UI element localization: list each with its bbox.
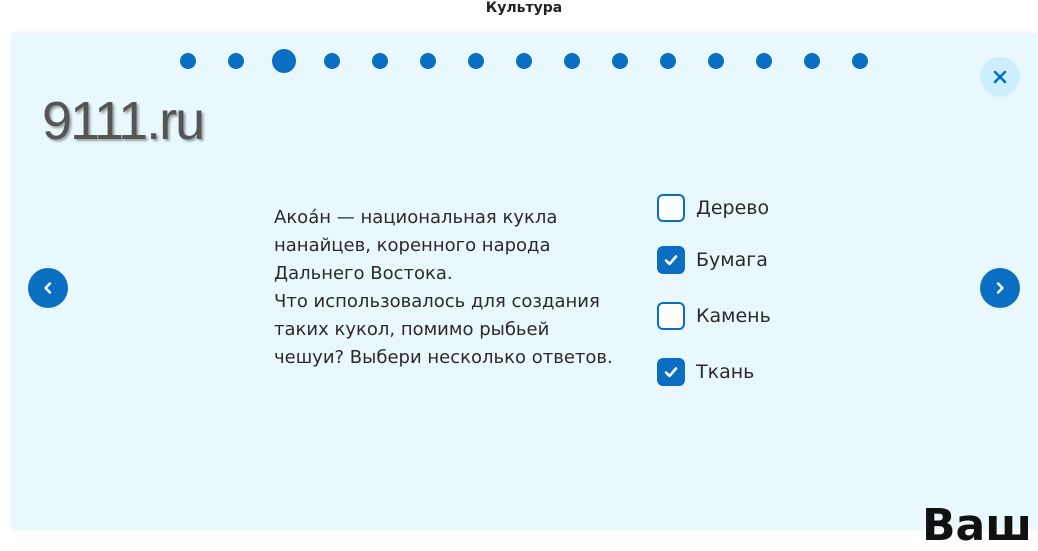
- checkbox[interactable]: [657, 194, 685, 222]
- chevron-left-icon: [41, 281, 55, 295]
- question-line: чешуи? Выбери несколько ответов.: [274, 347, 613, 368]
- pagination-dot-active[interactable]: [272, 49, 296, 73]
- slide-pagination: [0, 49, 1038, 73]
- pagination-dot[interactable]: [372, 53, 388, 69]
- answer-option-stone[interactable]: [657, 302, 771, 330]
- answer-option-fabric[interactable]: [657, 358, 754, 386]
- chevron-right-icon: [993, 281, 1007, 295]
- page-category-title: Культура: [485, 0, 563, 16]
- question-line: таких кукол, помимо рыбьей: [274, 319, 550, 340]
- pagination-dot[interactable]: [324, 53, 340, 69]
- answer-label: Камень: [696, 305, 771, 327]
- next-slide-button[interactable]: [980, 268, 1020, 308]
- previous-slide-button[interactable]: [28, 268, 68, 308]
- question-line: нанайцев, коренного народа: [274, 235, 551, 256]
- pagination-dot[interactable]: [468, 53, 484, 69]
- pagination-dot[interactable]: [708, 53, 724, 69]
- pagination-dot[interactable]: [564, 53, 580, 69]
- pagination-dot[interactable]: [852, 53, 868, 69]
- watermark-logo: 9111.ru: [42, 91, 204, 151]
- question-line: Акоа́н — национальная кукла: [274, 207, 558, 228]
- answer-label: Дерево: [696, 197, 770, 219]
- pagination-dot[interactable]: [228, 53, 244, 69]
- pagination-dot[interactable]: [756, 53, 772, 69]
- question-line: Что использовалось для создания: [274, 291, 600, 312]
- pagination-dot[interactable]: [804, 53, 820, 69]
- close-icon: [993, 70, 1007, 84]
- checkmark-icon: [663, 364, 679, 380]
- section-heading-partial: Ваш: [922, 500, 1032, 551]
- answer-label: Ткань: [696, 361, 755, 383]
- pagination-dot[interactable]: [420, 53, 436, 69]
- close-button[interactable]: [980, 57, 1020, 97]
- answer-label: Бумага: [696, 249, 768, 271]
- checkmark-icon: [663, 252, 679, 268]
- question-line: Дальнего Востока.: [274, 263, 453, 284]
- checkbox-checked[interactable]: [657, 246, 685, 274]
- pagination-dot[interactable]: [660, 53, 676, 69]
- checkbox-checked[interactable]: [657, 358, 685, 386]
- pagination-dot[interactable]: [516, 53, 532, 69]
- answer-option-paper[interactable]: [657, 246, 768, 274]
- checkbox[interactable]: [657, 302, 685, 330]
- pagination-dot[interactable]: [612, 53, 628, 69]
- question-text: [274, 204, 634, 372]
- pagination-dot[interactable]: [180, 53, 196, 69]
- answer-option-wood[interactable]: [657, 194, 769, 222]
